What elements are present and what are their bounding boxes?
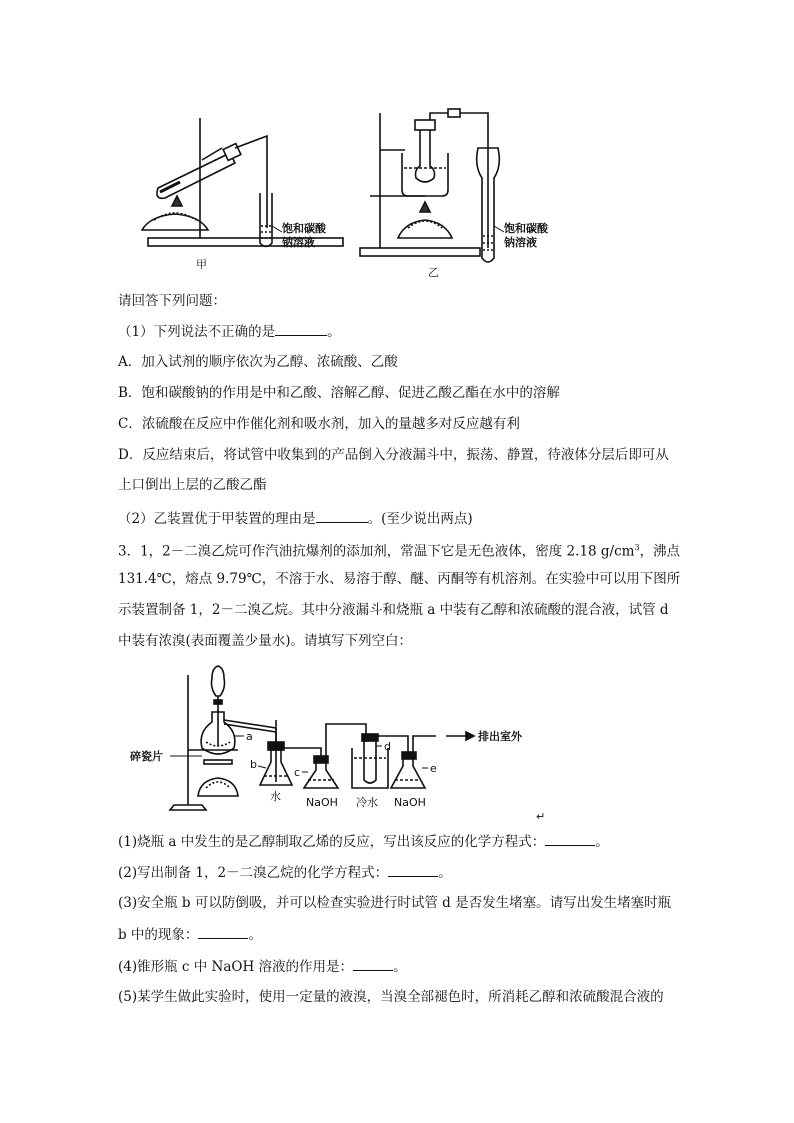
subquestion-1 xyxy=(118,831,609,852)
density-unit-superscript: 3 xyxy=(634,543,640,552)
subquestion-3-end: 。 xyxy=(248,927,262,943)
problem3-line4: 中装有浓溴(表面覆盖少量水)。请填写下列空白： xyxy=(118,633,413,649)
subquestion-4 xyxy=(118,956,407,977)
q1-option-b: B．饱和碳酸钠的作用是中和乙酸、溶解乙醇、促进乙酸乙酯在水中的溶解 xyxy=(118,385,560,401)
problem3-line2: 131.4℃，熔点 9.79℃，不溶于水、易溶于醇、醚、丙酮等有机溶剂。在实验中可以用下图所 xyxy=(118,571,681,587)
subquestion-2-end: 。 xyxy=(438,865,452,881)
cold-water-label: 冷水 xyxy=(356,796,378,809)
problem3-line1-end: ，沸点 xyxy=(639,543,681,560)
q2-prompt-end: 。(至少说出两点) xyxy=(367,511,473,527)
q2-prompt xyxy=(118,508,473,529)
subquestion-3-blank[interactable] xyxy=(198,924,248,939)
subquestion-3-line1: (3)安全瓶 b 可以防倒吸，并可以检查实验进行时试管 d 是否发生堵塞。请写出发生堵塞时瓶 xyxy=(118,895,672,911)
ester-apparatus-figure xyxy=(130,108,570,278)
bottle-b-label: b xyxy=(250,758,257,771)
broken-porcelain-label: 碎瓷片 xyxy=(130,750,163,763)
q1-prompt-text: （1）下列说法不正确的是 xyxy=(118,324,276,340)
q2-prompt-text: （2）乙装置优于甲装置的理由是 xyxy=(118,511,316,527)
subquestion-1-end: 。 xyxy=(595,834,609,850)
q2-answer-blank[interactable] xyxy=(316,508,368,523)
naoh-label-2: NaOH xyxy=(394,796,426,809)
q1-prompt xyxy=(118,321,341,342)
naoh-label-1: NaOH xyxy=(306,796,338,809)
q1-option-d: D．反应结束后，将试管中收集到的产品倒入分液漏斗中，振荡、静置，待液体分层后即可从 xyxy=(118,447,669,463)
subquestion-3-line2 xyxy=(118,924,262,945)
q1-answer-blank[interactable] xyxy=(275,321,327,336)
q1-prompt-end: 。 xyxy=(327,324,341,340)
problem3-line1-text: 3．1，2－二溴乙烷可作汽油抗爆剂的添加剂，常温下它是无色液体，密度 2.18 g/cm xyxy=(118,543,635,560)
yi-label: 乙 xyxy=(428,266,439,278)
q1-option-c: C．浓硫酸在反应中作催化剂和吸水剂，加入的量越多对反应越有利 xyxy=(118,416,520,432)
subquestion-4-blank[interactable] xyxy=(353,956,393,971)
flask-e-label: e xyxy=(430,762,437,775)
exhaust-label: 排出室外 xyxy=(478,730,522,743)
subquestion-1-blank[interactable] xyxy=(545,831,595,846)
subquestion-1-text: (1)烧瓶 a 中发生的是乙醇制取乙烯的反应，写出该反应的化学方程式： xyxy=(118,834,546,850)
subquestion-2 xyxy=(118,862,452,883)
jia-label: 甲 xyxy=(196,258,207,271)
yi-solution-label-1: 饱和碳酸 xyxy=(504,222,548,235)
subquestion-2-blank[interactable] xyxy=(388,862,438,877)
flask-c-label: c xyxy=(294,766,301,779)
q1-option-a: A．加入试剂的顺序依次为乙醇、浓硫酸、乙酸 xyxy=(118,354,398,370)
water-label: 水 xyxy=(270,790,281,803)
intro-text: 请回答下列问题： xyxy=(118,293,226,309)
subquestion-4-text: (4)锥形瓶 c 中 NaOH 溶液的作用是： xyxy=(118,959,354,975)
q1-option-d-cont: 上口倒出上层的乙酸乙酯 xyxy=(118,477,267,493)
problem3-line3: 示装置制备 1，2－二溴乙烷。其中分液漏斗和烧瓶 a 中装有乙醇和浓硫酸的混合液，试管 d xyxy=(118,602,669,618)
tube-d-label: d xyxy=(384,740,391,753)
jia-solution-label-2: 钠溶液 xyxy=(282,236,315,249)
jia-solution-label-1: 饱和碳酸 xyxy=(282,222,326,235)
subquestion-2-text: (2)写出制备 1，2－二溴乙烷的化学方程式： xyxy=(118,865,389,881)
yi-solution-label-2: 钠溶液 xyxy=(504,236,537,249)
problem3-line1 xyxy=(118,538,680,562)
subquestion-4-end: 。 xyxy=(393,959,407,975)
subquestion-5: (5)某学生做此实验时，使用一定量的液溴，当溴全部褪色时，所消耗乙醇和浓硫酸混合液的 xyxy=(118,989,664,1005)
flask-a-label: a xyxy=(246,730,253,743)
return-mark: ↵ xyxy=(536,810,546,820)
dibromoethane-apparatus-figure xyxy=(126,660,556,820)
subquestion-3-text: b 中的现象： xyxy=(118,927,199,943)
